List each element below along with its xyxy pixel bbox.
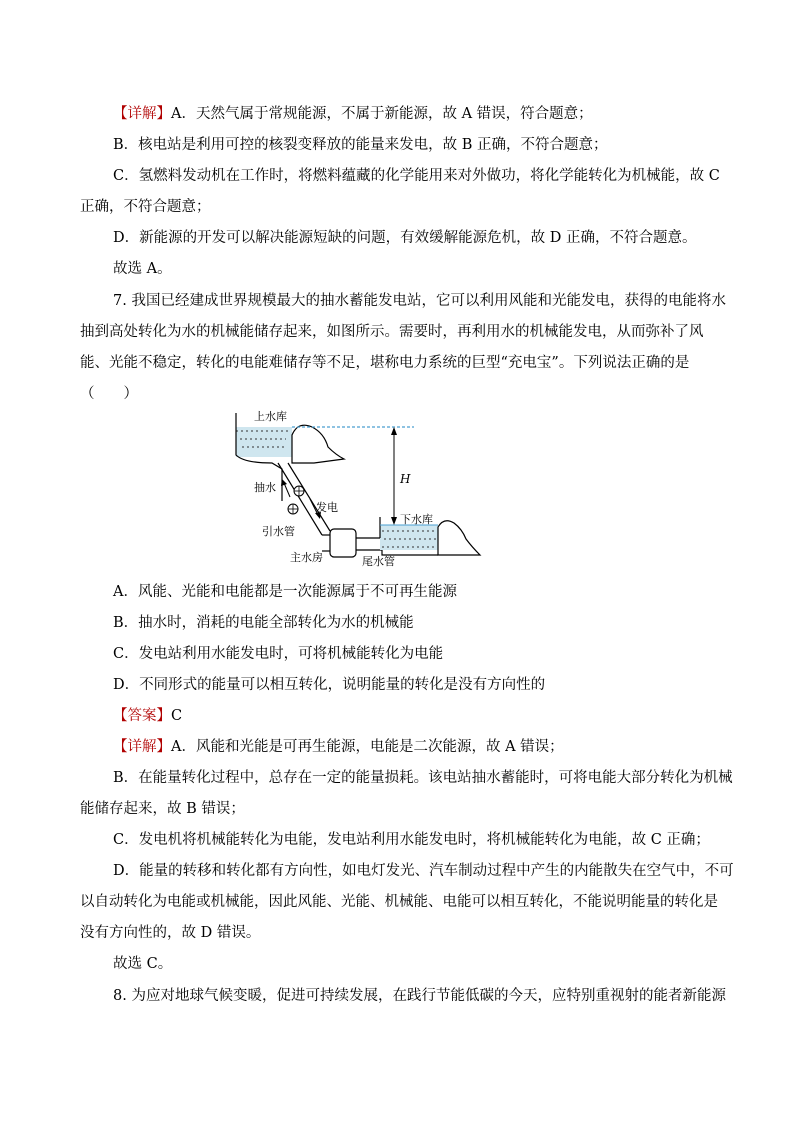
answer-tag: 【答案】 [113,708,171,724]
q7-option-c: C．发电站利用水能发电时，可将机械能转化为电能 [113,646,444,662]
q6-explanation-a: 【详解】A．天然气属于常规能源，不属于新能源，故 A 错误，符合题意； [113,106,593,122]
upper-reservoir-water [236,427,292,457]
intake-pipe-label: 引水管 [262,525,295,538]
q7-stem-line1: 7. 我国已经建成世界规模最大的抽水蓄能发电站，它可以利用风能和光能发电，获得的电能将水 [113,293,726,309]
q8-stem-line1: 8. 为应对地球气候变暖，促进可持续发展，在践行节能低碳的今天，应特别重视射的能者新能源 [113,988,726,1004]
lower-hill [438,521,480,555]
q7-conclusion: 故选 C。 [113,956,173,972]
q7-explanation-d: D．能量的转移和转化都有方向性，如电灯发光、汽车制动过程中产生的内能散失在空气中，不可 [113,863,734,879]
lower-reservoir-water [380,525,438,550]
lower-reservoir-label: 下水库 [400,513,433,526]
q6-explanation-c: C．氢燃料发动机在工作时，将燃料蕴藏的化学能用来对外做功，将化学能转化为机械能，故 C [113,168,720,184]
xiangjie-tag: 【详解】 [113,106,171,122]
height-label: H [400,472,411,486]
q7-explanation-b-cont: 能储存起来，故 B 错误； [80,801,245,817]
q7-explanation-c: C．发电机将机械能转化为电能，发电站利用水能发电时，将机械能转化为电能，故 C 正确； [113,832,710,848]
q7-answer: 【答案】C [113,708,183,724]
q7-stem-line2: 抽到高处转化为水的机械能储存起来，如图所示。需要时，再利用水的机械能发电，从而弥补了风 [80,324,704,340]
q7-option-d: D．不同形式的能量可以相互转化，说明能量的转化是没有方向性的 [113,677,546,693]
q7-option-a: A．风能、光能和电能都是一次能源属于不可再生能源 [113,584,457,600]
tail-pipe-label: 尾水管 [362,555,395,568]
q7-explanation-d-cont1: 以自动转化为电能或机械能，因此风能、光能、机械能、电能可以相互转化，不能说明能量的转化是 [80,894,718,910]
generate-label: 发电 [316,501,338,514]
pump-arrow-icon [284,483,290,497]
q6-explanation-d: D．新能源的开发可以解决能源短缺的问题，有效缓解能源危机，故 D 正确，不符合题意。 [113,230,697,246]
upper-reservoir-label: 上水库 [254,410,287,423]
q7-option-b: B．抽水时，消耗的电能全部转化为水的机械能 [113,615,414,631]
powerhouse [330,529,356,557]
xiangjie-tag: 【详解】 [113,739,171,755]
q6-explanation-b: B．核电站是利用可控的核裂变释放的能量来发电，故 B 正确，不符合题意； [113,137,608,153]
pump-label: 抽水 [254,481,276,494]
pumped-storage-diagram [232,405,494,570]
powerhouse-label: 主水房 [290,551,323,564]
q6-explanation-c-cont: 正确，不符合题意； [80,199,211,215]
q7-stem-paren: （ ） [80,386,138,402]
upper-dam [292,425,344,463]
q6-conclusion: 故选 A。 [113,261,172,277]
q7-stem-line3: 能、光能不稳定，转化的电能难储存等不足，堪称电力系统的巨型“充电宝”。下列说法正确的是 [80,355,690,371]
q7-explanation-d-cont2: 没有方向性的，故 D 错误。 [80,925,261,941]
q7-explanation-a: 【详解】A．风能和光能是可再生能源，电能是二次能源，故 A 错误； [113,739,564,755]
q7-explanation-b: B．在能量转化过程中，总存在一定的能量损耗。该电站抽水蓄能时，可将电能大部分转化为机械 [113,770,733,786]
